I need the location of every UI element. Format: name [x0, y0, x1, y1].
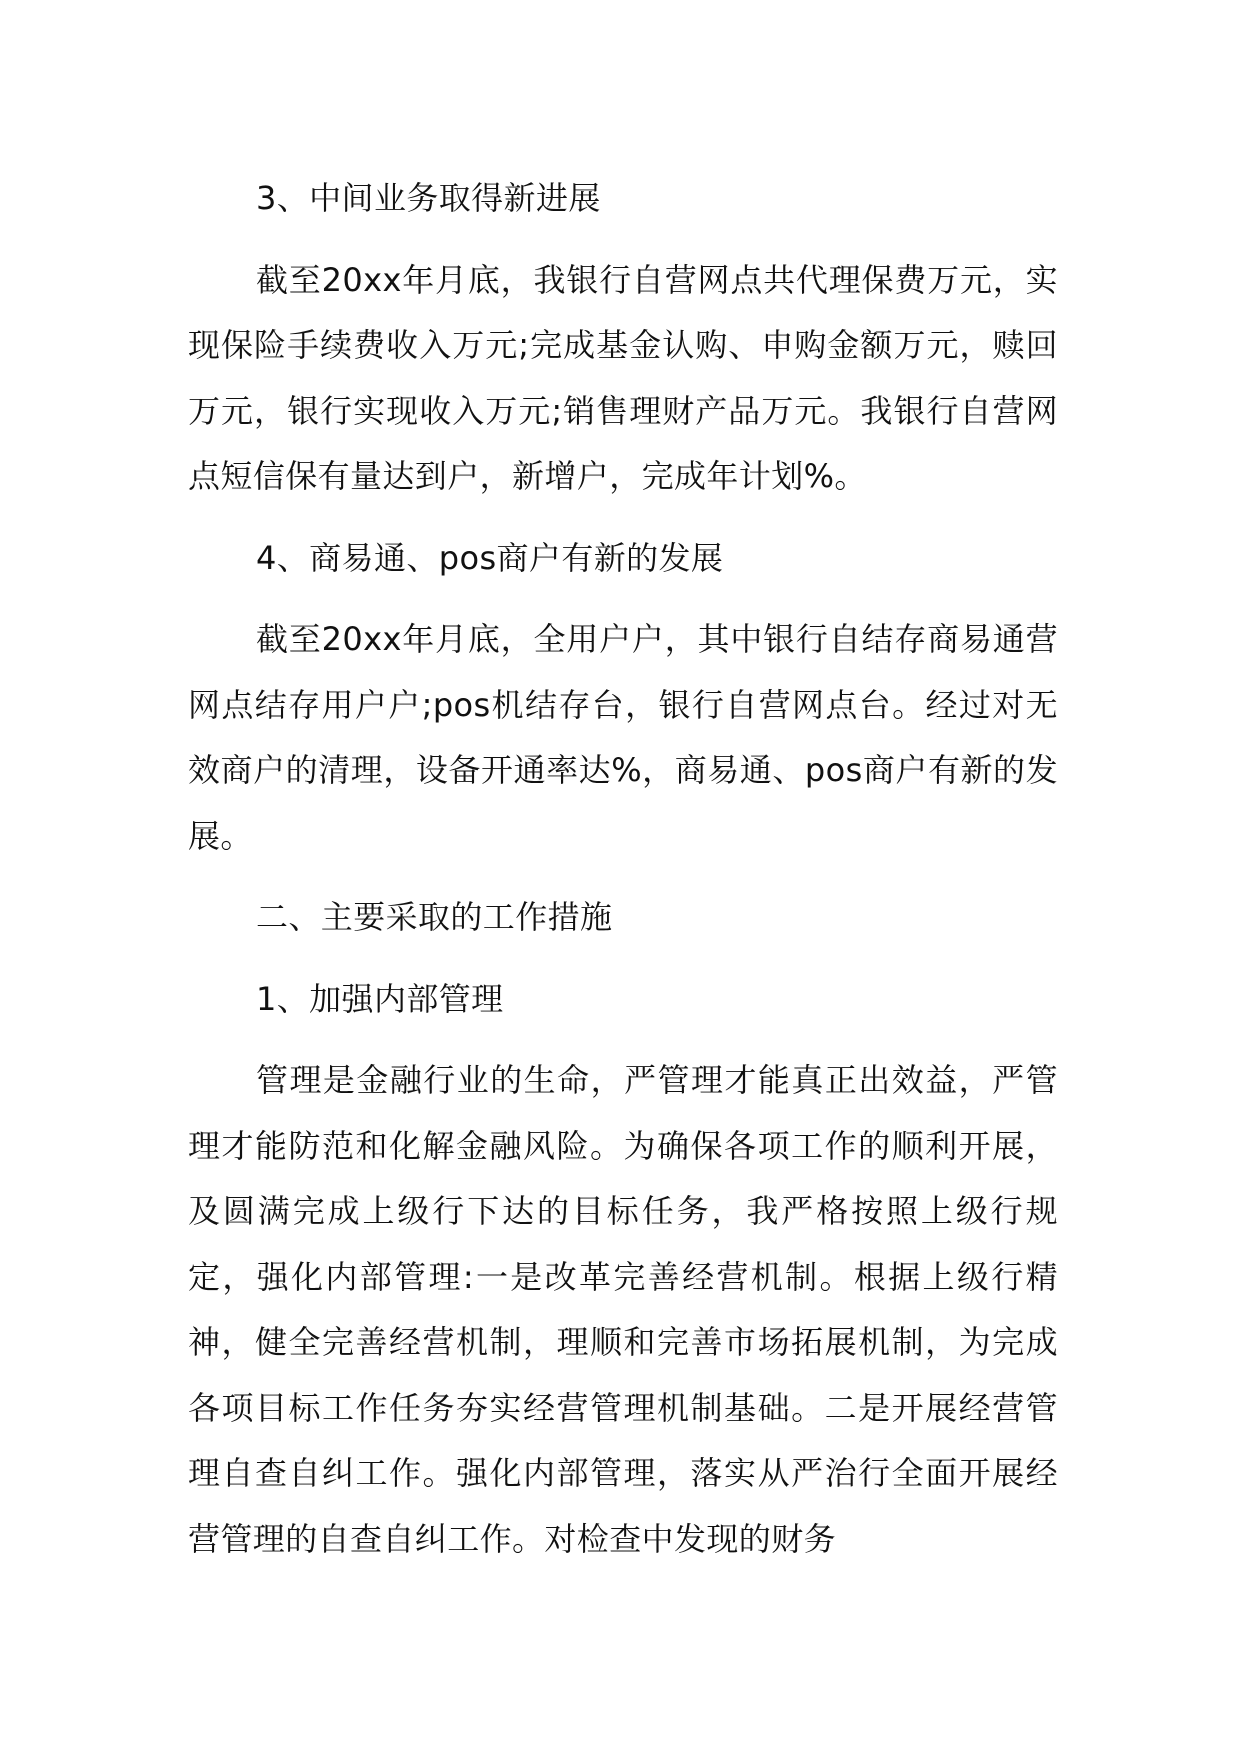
paragraph-intermediate-business: 截至20xx年月底，我银行自营网点共代理保费万元，实现保险手续费收入万元;完成基金认购、申购金额万元，赎回万元，银行实现收入万元;销售理财产品万元。我银行自营网点短信保有量达到户，新增户，完成年计划%。 — [188, 260, 1058, 495]
paragraph-internal-management: 管理是金融行业的生命，严管理才能真正出效益，严管理才能防范和化解金融风险。为确保各项工作的顺利开展，及圆满完成上级行下达的目标任务，我严格按照上级行规定，强化内部管理:一是改革完善经营机制。根据上级行精神，健全完善经营机制，理顺和完善市场拓展机制，为完成各项目标工作任务夯实经营管理机制基础。二是开展经营管理自查自纠工作。强化内部管理，落实从严治行全面开展经营管理的自查自纠工作。对检查中发现的财务 — [188, 1061, 1058, 1558]
heading-4-merchants: 4、商易通、pos商户有新的发展 — [256, 538, 724, 577]
heading-3-intermediate-business: 3、中间业务取得新进展 — [256, 179, 601, 217]
heading-section-2-measures: 二、主要采取的工作措施 — [256, 898, 613, 936]
document-body — [188, 166, 1058, 1588]
paragraph-merchants: 截至20xx年月底，全用户户，其中银行自结存商易通营网点结存用户户;pos机结存台，银行自营网点台。经过对无效商户的清理，设备开通率达%，商易通、pos商户有新的发展。 — [188, 620, 1058, 855]
heading-1-internal-management: 1、加强内部管理 — [256, 979, 504, 1018]
